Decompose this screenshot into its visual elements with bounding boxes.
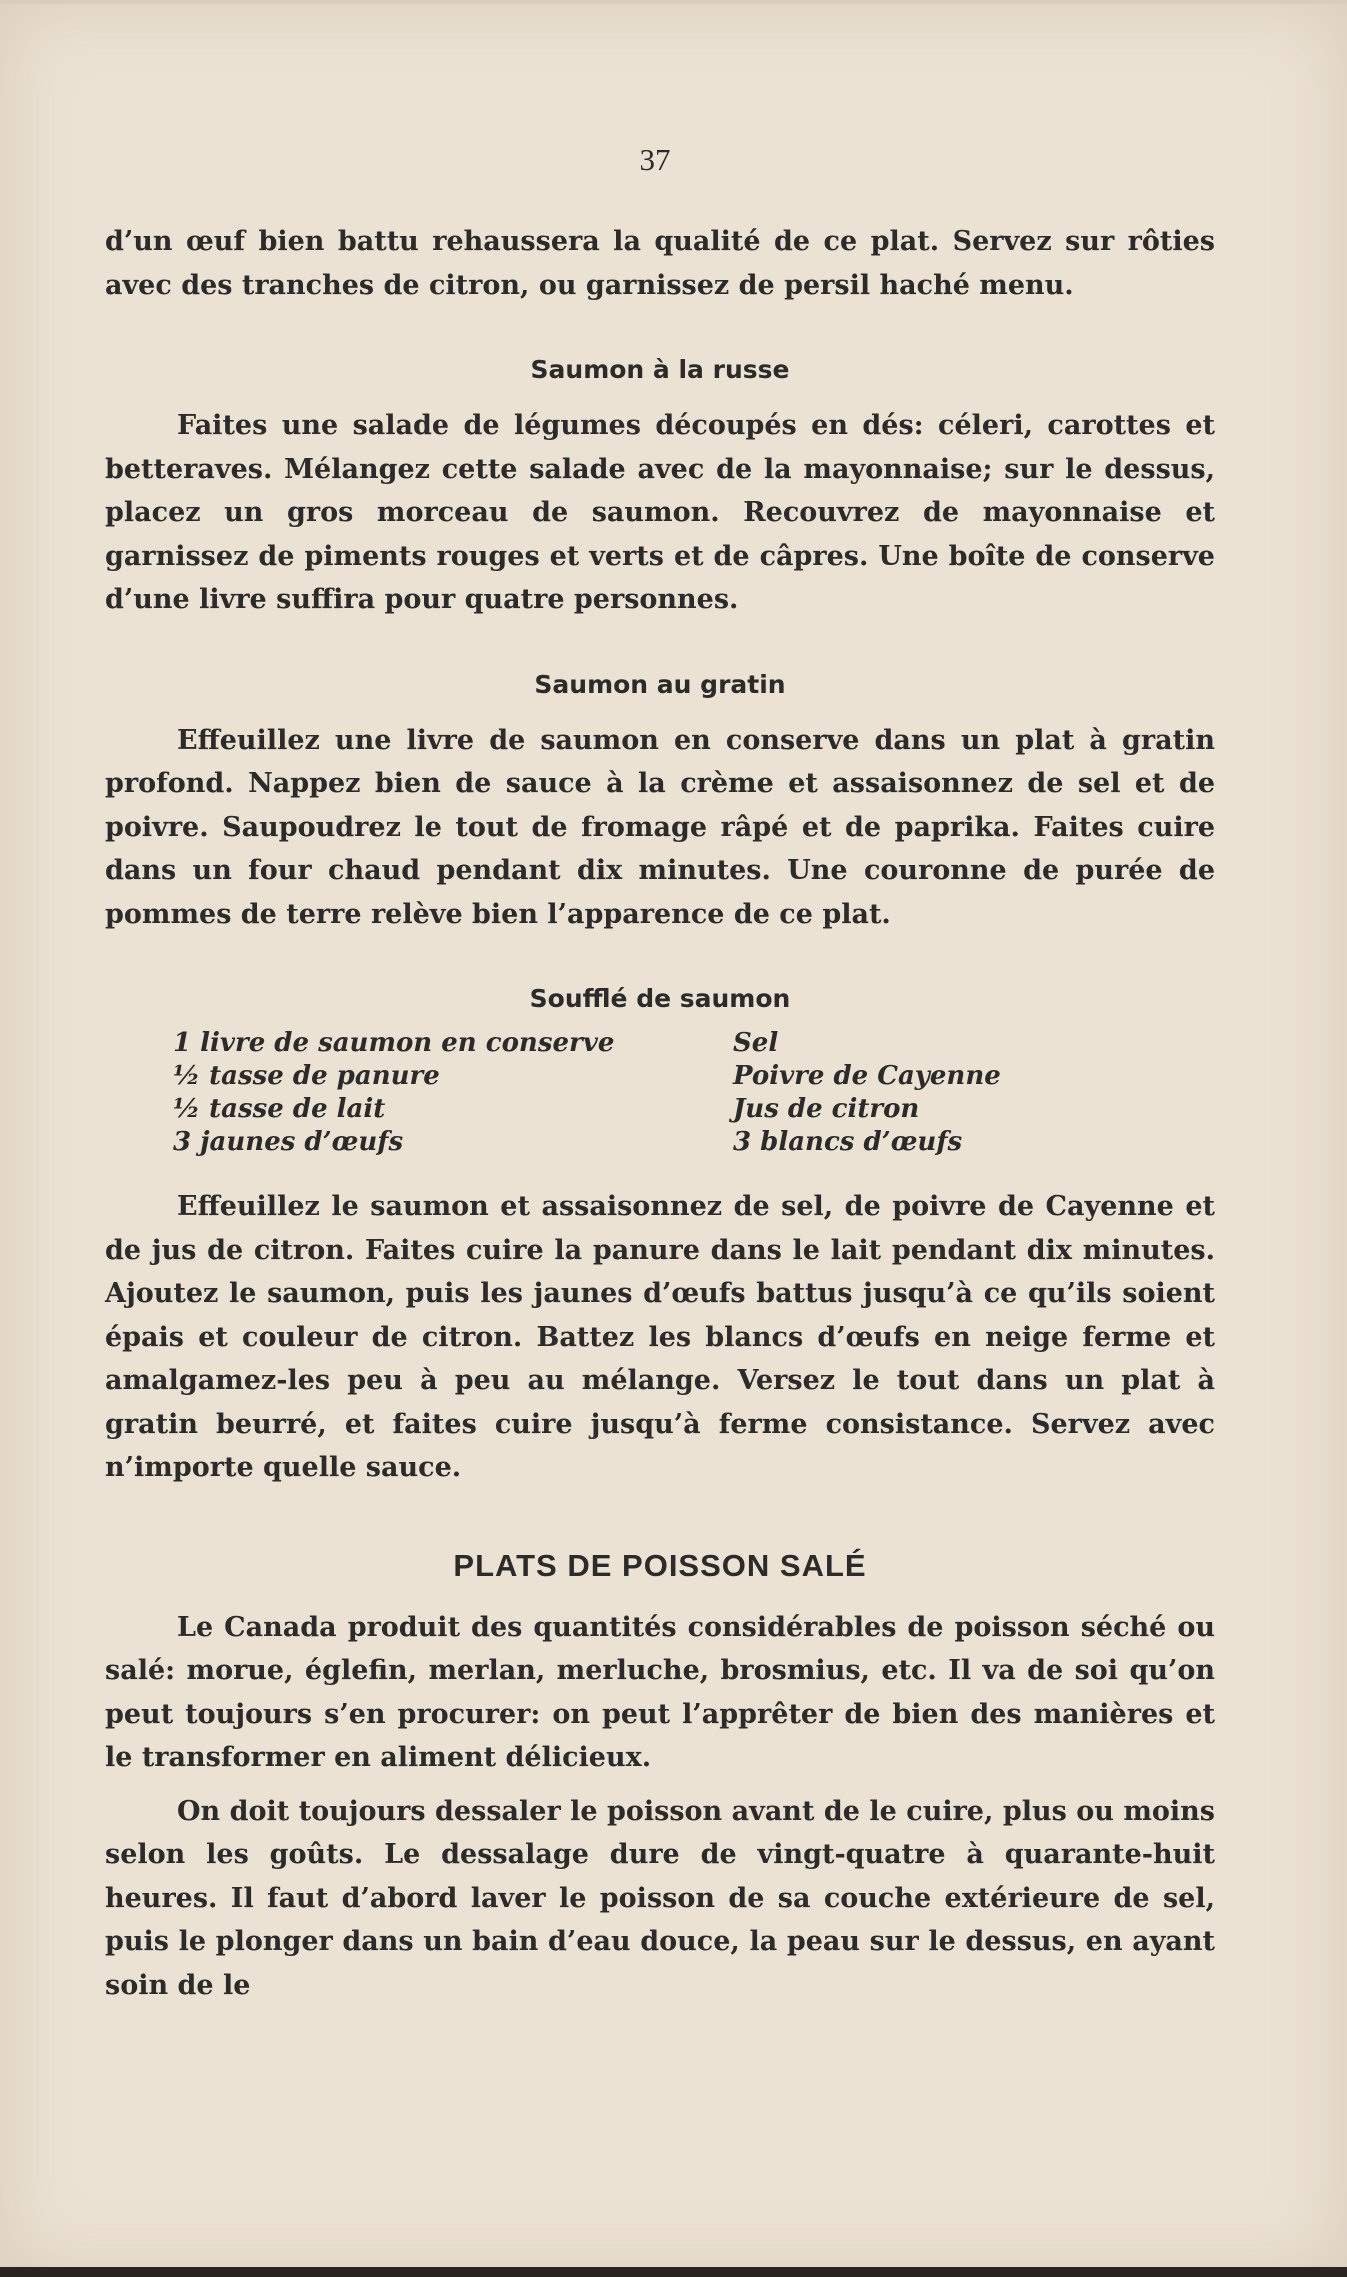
page-number: 37 bbox=[639, 142, 671, 177]
recipe-title-souffle-saumon: Soufflé de saumon bbox=[529, 984, 791, 1013]
page-bottom-edge bbox=[0, 2267, 1347, 2277]
ingredient-item: Jus de citron bbox=[733, 1094, 920, 1124]
ingredient-item: ½ tasse de panure bbox=[173, 1061, 440, 1091]
recipe-text-saumon-gratin: Effeuillez une livre de saumon en conserve dans un plat à gratin profond. Nappez bien de sauce à la crème et assaisonnez de sel et de poivre. Saupoudrez le tout de fromage râpé et de paprika. Faites cuire dans un four chaud pendant dix minutes. Une couronne de purée de pommes de terre relève bien l’apparence de ce plat. bbox=[105, 724, 1215, 930]
recipe-title-saumon-gratin: Saumon au gratin bbox=[534, 669, 786, 699]
page-content bbox=[105, 220, 1215, 2007]
recipe-text-saumon-russe: Faites une salade de légumes découpés en dés: céleri, carottes et betteraves. Mélangez cette salade avec de la mayonnaise; sur le dessus, placez un gros morceau de saumon. Recouvrez de mayonnaise et garnissez de piments rouges et verts et de câpres. Une boîte de conserve d’une livre suffira pour quatre personnes. bbox=[105, 410, 1215, 615]
ingredients-list bbox=[173, 1027, 1215, 1159]
ingredient-item: 3 jaunes d’œufs bbox=[173, 1127, 404, 1157]
section-paragraph-1: Le Canada produit des quantités considérables de poisson séché ou salé: morue, églefin, merlan, merluche, brosmius, etc. Il va de soi qu’on peut toujours s’en procurer: on peut l’apprêter de bien des manières et le transformer en aliment délicieux. bbox=[105, 1611, 1215, 1773]
ingredient-item: Poivre de Cayenne bbox=[733, 1061, 1001, 1091]
section-title: PLATS DE POISSON SALÉ bbox=[453, 1547, 867, 1583]
ingredient-item: ½ tasse de lait bbox=[173, 1094, 386, 1124]
section-paragraph-2: On doit toujours dessaler le poisson avant de le cuire, plus ou moins selon les goûts. Le dessalage dure de vingt-quatre à quarante-huit heures. Il faut d’abord laver le poisson de sa couche extérieure de sel, puis le plonger dans un bain d’eau douce, la peau sur le dessus, en ayant soin de le bbox=[105, 1795, 1215, 2001]
ingredient-item: Sel bbox=[733, 1028, 779, 1058]
page-top-edge bbox=[0, 0, 1347, 4]
ingredient-item: 3 blancs d’œufs bbox=[733, 1127, 963, 1157]
recipe-title-saumon-russe: Saumon à la russe bbox=[530, 355, 790, 384]
ingredients-column-right bbox=[733, 1027, 1153, 1159]
ingredients-column-left bbox=[173, 1027, 733, 1159]
ingredient-item: 1 livre de saumon en conserve bbox=[173, 1028, 615, 1058]
recipe-text-souffle-saumon: Effeuillez le saumon et assaisonnez de sel, de poivre de Cayenne et de jus de citron. Faites cuire la panure dans le lait pendant dix minutes. Ajoutez le saumon, puis les jaunes d’œufs battus jusqu’à ce qu’ils soient épais et couleur de citron. Battez les blancs d’œufs en neige ferme et amalgamez-les peu à peu au mélange. Versez le tout dans un plat à gratin beurré, et faites cuire jusqu’à ferme consistance. Servez avec n’importe quelle sauce. bbox=[105, 1191, 1215, 1483]
intro-paragraph: d’un œuf bien battu rehaussera la qualité de ce plat. Servez sur rôties avec des tranches de citron, ou garnissez de persil haché menu. bbox=[105, 226, 1215, 301]
